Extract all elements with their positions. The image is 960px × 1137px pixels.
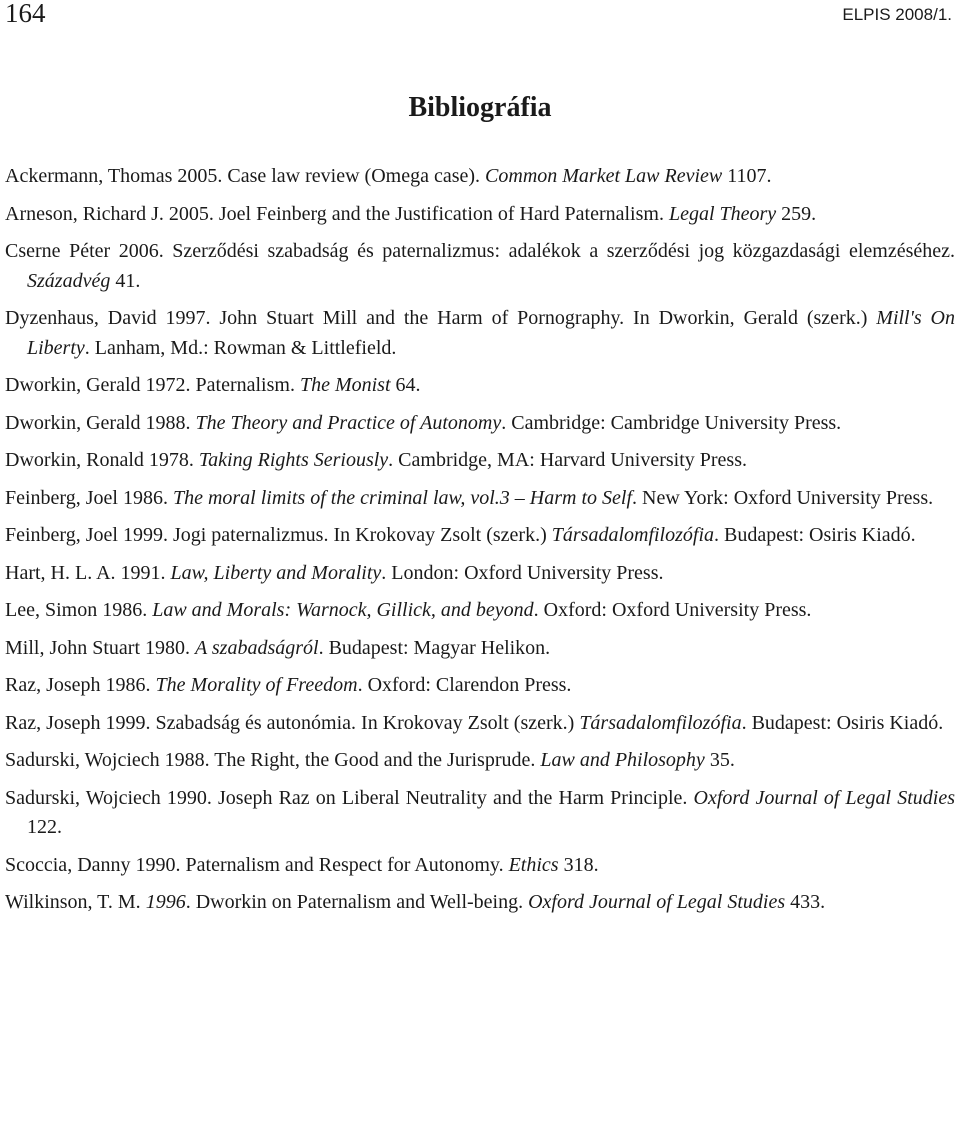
- section-title: Bibliográfia: [408, 92, 552, 123]
- bibliography-entry: Raz, Joseph 1999. Szabadság és autonómia. In Krokovay Zsolt (szerk.) Társadalomfilozófia. Budapest: Osiris Kiadó.: [5, 711, 944, 734]
- bibliography-entry: Ackermann, Thomas 2005. Case law review (Omega case). Common Market Law Review 1107.: [5, 165, 772, 187]
- bibliography-entry: Raz, Joseph 1986. The Morality of Freedom. Oxford: Clarendon Press.: [5, 674, 572, 696]
- bibliography-entry: Arneson, Richard J. 2005. Joel Feinberg and the Justification of Hard Paternalism. Legal Theory 259.: [5, 202, 817, 225]
- bibliography-entry: Scoccia, Danny 1990. Paternalism and Respect for Autonomy. Ethics 318.: [5, 853, 599, 876]
- bibliography-entry: Sadurski, Wojciech 1988. The Right, the Good and the Jurisprude. Law and Philosophy 35.: [5, 749, 735, 771]
- bibliography-entry: Lee, Simon 1986. Law and Morals: Warnock, Gillick, and beyond. Oxford: Oxford University Press.: [5, 599, 812, 621]
- page-number: 164: [5, 0, 46, 28]
- bibliography-entry: Mill, John Stuart 1980. A szabadságról. Budapest: Magyar Helikon.: [5, 636, 551, 659]
- bibliography-entry: Feinberg, Joel 1986. The moral limits of the criminal law, vol.3 – Harm to Self. New York: Oxford University Press.: [5, 486, 934, 509]
- bibliography-entry: Wilkinson, T. M. 1996. Dworkin on Paternalism and Well-being. Oxford Journal of Legal Studies 433.: [5, 891, 826, 913]
- bibliography-entry: Hart, H. L. A. 1991. Law, Liberty and Morality. London: Oxford University Press.: [5, 561, 664, 584]
- bibliography-entry: Dworkin, Ronald 1978. Taking Rights Seriously. Cambridge, MA: Harvard University Press.: [5, 449, 747, 471]
- bibliography-entry: Dworkin, Gerald 1972. Paternalism. The Monist 64.: [5, 374, 421, 396]
- bibliography-entry: Cserne Péter 2006. Szerződési szabadság és paternalizmus: adalékok a szerződési jog közgazdasági elemzéséhez. Századvég 41.: [5, 240, 955, 292]
- bibliography-entry: Dyzenhaus, David 1997. John Stuart Mill and the Harm of Pornography. In Dworkin, Gerald (szerk.) Mill's On Liberty. Lanham, Md.: Rowman & Littlefield.: [5, 307, 956, 359]
- bibliography-entry: Sadurski, Wojciech 1990. Joseph Raz on Liberal Neutrality and the Harm Principle. Oxford Journal of Legal Studies 122.: [5, 786, 955, 838]
- bibliography-list: [5, 162, 955, 926]
- page-header: [0, 0, 960, 30]
- bibliography-entry: Dworkin, Gerald 1988. The Theory and Practice of Autonomy. Cambridge: Cambridge University Press.: [5, 411, 842, 434]
- journal-name: ELPIS 2008/1.: [842, 5, 952, 24]
- bibliography-entry: Feinberg, Joel 1999. Jogi paternalizmus. In Krokovay Zsolt (szerk.) Társadalomfilozófia. Budapest: Osiris Kiadó.: [5, 524, 916, 546]
